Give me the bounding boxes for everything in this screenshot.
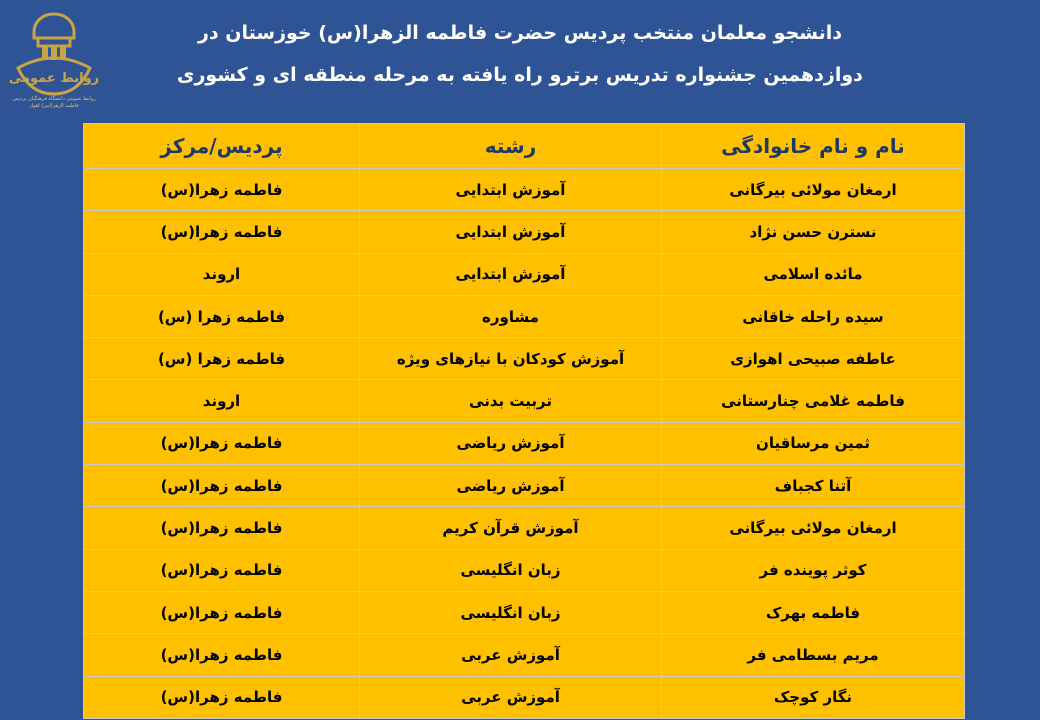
cell-name: مائده اسلامی — [662, 253, 965, 295]
table-row — [84, 380, 965, 422]
column-header-field: رشته — [360, 124, 662, 169]
cell-name: سیده راحله خاقانی — [662, 295, 965, 337]
cell-campus: فاطمه زهرا(س) — [84, 169, 360, 211]
table-row — [84, 169, 965, 211]
column-header-campus: پردیس/مرکز — [84, 124, 360, 169]
cell-campus: اروند — [84, 380, 360, 422]
cell-campus: فاطمه زهرا(س) — [84, 634, 360, 676]
table-row — [84, 465, 965, 507]
logo-text: روابط عمومی — [8, 71, 100, 86]
cell-name: نسترن حسن نژاد — [662, 211, 965, 253]
cell-field: آموزش ریاضی — [360, 465, 662, 507]
cell-name: فاطمه بهرک — [662, 591, 965, 633]
cell-name: عاطفه صبیحی اهوازی — [662, 338, 965, 380]
cell-name: نگار کوچک — [662, 676, 965, 718]
cell-campus: فاطمه زهرا(س) — [84, 422, 360, 464]
cell-campus: فاطمه زهرا(س) — [84, 507, 360, 549]
table-row — [84, 634, 965, 676]
cell-field: آموزش ریاضی — [360, 422, 662, 464]
cell-campus: فاطمه زهرا(س) — [84, 676, 360, 718]
logo-caption: روابط عمومی دانشگاه فرهنگیان پردیس فاطمه الزهرا(س) اهواز — [12, 96, 96, 109]
cell-campus: فاطمه زهرا (س) — [84, 295, 360, 337]
cell-name: ارمغان مولائی بیرگانی — [662, 507, 965, 549]
cell-field: تربیت بدنی — [360, 380, 662, 422]
table-row — [84, 507, 965, 549]
cell-name: مریم بسطامی فر — [662, 634, 965, 676]
table-row — [84, 338, 965, 380]
table-row — [84, 211, 965, 253]
cell-field: آموزش عربی — [360, 676, 662, 718]
column-header-name: نام و نام خانوادگی — [662, 124, 965, 169]
cell-field: مشاوره — [360, 295, 662, 337]
table-row — [84, 676, 965, 718]
cell-field: زبان انگلیسی — [360, 549, 662, 591]
cell-campus: فاطمه زهرا (س) — [84, 338, 360, 380]
cell-name: ثمین مرساقیان — [662, 422, 965, 464]
table-row — [84, 549, 965, 591]
cell-campus: فاطمه زهرا(س) — [84, 465, 360, 507]
cell-campus: فاطمه زهرا(س) — [84, 211, 360, 253]
cell-name: کوثر پوینده فر — [662, 549, 965, 591]
cell-campus: اروند — [84, 253, 360, 295]
table-header-row — [84, 124, 965, 169]
cell-field: آموزش قرآن کریم — [360, 507, 662, 549]
cell-field: آموزش عربی — [360, 634, 662, 676]
cell-field: آموزش ابتدایی — [360, 169, 662, 211]
cell-name: فاطمه غلامی چنارستانی — [662, 380, 965, 422]
cell-field: زبان انگلیسی — [360, 591, 662, 633]
cell-field: آموزش ابتدایی — [360, 211, 662, 253]
table-row — [84, 422, 965, 464]
cell-name: ارمغان مولائی بیرگانی — [662, 169, 965, 211]
table-row — [84, 591, 965, 633]
table-row — [84, 253, 965, 295]
selected-students-table — [83, 123, 965, 719]
cell-campus: فاطمه زهرا(س) — [84, 549, 360, 591]
cell-campus: فاطمه زهرا(س) — [84, 591, 360, 633]
table-row — [84, 295, 965, 337]
cell-field: آموزش کودکان با نیازهای ویژه — [360, 338, 662, 380]
cell-name: آتنا کجباف — [662, 465, 965, 507]
page-title-line-1: دانشجو معلمان منتخب پردیس حضرت فاطمه الزهرا(س) خوزستان در — [197, 22, 842, 44]
cell-field: آموزش ابتدایی — [360, 253, 662, 295]
page-title-line-2: دوازدهمین جشنواره تدریس برترو راه یافته به مرحله منطقه ای و کشوری — [177, 64, 863, 86]
